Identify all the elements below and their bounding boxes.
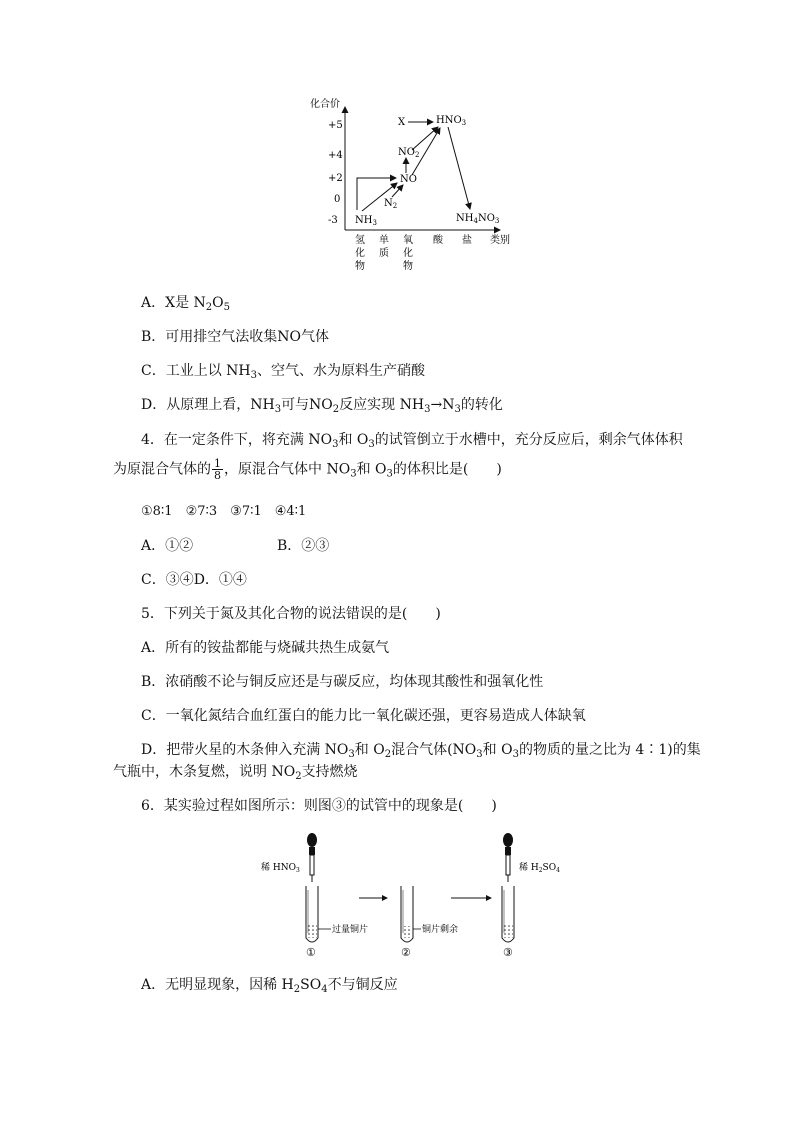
y-tick-plus5: +5 [328,120,343,131]
y-tick-minus3: -3 [328,215,338,226]
q4-choices: ①8∶1 ②7∶3 ③7∶1 ④4∶1 [141,504,307,519]
tube-number-3: ③ [503,946,513,958]
tube-number-1: ① [306,946,316,958]
node-nh3: $NH_3$ [355,215,377,227]
svg-text:物: 物 [403,261,413,272]
q3-option-b: B．可用排空气法收集NO气体 [141,329,330,345]
test-tube-1-icon [306,886,318,942]
x-tick-oxide [403,233,413,272]
x-tick-hydride [355,233,365,272]
svg-text:单: 单 [379,235,389,246]
x-tick-salt: 盐 [462,235,472,246]
x-tick-acid: 酸 [433,235,443,246]
svg-text:氧: 氧 [403,235,413,246]
q4-option-b: B．②③ [277,538,330,554]
tube-number-2: ② [401,946,411,958]
arrow-hno3-nh4no3 [448,127,470,209]
y-tick-0: 0 [334,194,341,205]
label-excess-copper: 过量铜片 [332,925,369,935]
svg-text:化: 化 [403,248,413,259]
x-axis-label: 类别 [490,235,510,246]
node-hno3: $HNO_3$ [436,115,467,127]
q4-stem-line2: 为原混合气体的 $\frac{1}{8}$ ，原混合气体中 $NO_3$和 $O_3$的体积比是( ) [113,457,502,482]
y-tick-plus2: +2 [328,173,343,184]
nitrogen-valence-diagram [300,95,530,280]
arrow-n2-no [392,185,403,197]
node-nh4no3: $NH_4NO_3$ [456,213,500,225]
q4-option-a: A．①② [141,538,194,554]
dropper-1-icon [307,833,317,882]
q5-option-b: B．浓硝酸不论与铜反应还是与碳反应，均体现其酸性和强氧化性 [141,674,544,690]
reagent-h2so4-label: 稀 $H_2SO_4$ [519,863,560,874]
node-no2: $NO_2$ [398,147,420,159]
q5-option-d-line2: 气瓶中，木条复燃，说明 $NO_2$支持燃烧 [113,764,358,782]
svg-text:化: 化 [355,248,365,259]
test-tube-2-icon [401,886,413,942]
q3-option-c: C．工业上以 $NH_3$、空气、水为原料生产硝酸 [141,363,425,381]
q3-option-d: D．从原理上看，$NH_3$可与$NO_2$反应实现 $NH_3\to N_3$的转化 [141,397,503,415]
q4-option-cd: C．③④D．①④ [141,572,247,588]
experiment-figure [255,828,565,958]
x-tick-element [379,233,389,259]
node-x: X [398,117,406,128]
q6-option-a: A．无明显现象，因稀 $H_2SO_4$不与铜反应 [141,977,398,995]
fraction-one-eighth: $\frac{1}{8}$ [214,457,221,482]
q5-stem: 5．下列关于氮及其化合物的说法错误的是( ) [141,606,441,622]
reagent-hno3-label: 稀 $HNO_3$ [261,863,300,874]
svg-text:氢: 氢 [355,235,365,246]
q5-option-d-line1: D．把带火星的木条伸入充满 $NO_3$和 $O_2$混合气体($NO_3$和 $O_3$的物质的量之比为 4∶1)的集 [141,742,701,760]
svg-text:物: 物 [355,261,365,272]
node-n2: $N_2$ [384,198,398,210]
node-no: NO [400,174,417,185]
q5-option-a: A．所有的铵盐都能与烧碱共热生成氨气 [141,640,390,656]
y-axis-label: 化合价 [310,99,340,110]
q4-stem-line1: 4．在一定条件下，将充满 $NO_3$和 $O_3$的试管倒立于水槽中，充分反应后，剩余气体体积 [141,432,683,450]
q5-option-c: C．一氧化氮结合血红蛋白的能力比一氧化碳还强，更容易造成人体缺氧 [141,708,586,724]
label-copper-remaining: 铜片剩余 [422,925,459,935]
dropper-2-icon [503,833,513,882]
q6-stem: 6．某实验过程如图所示：则图③的试管中的现象是( ) [141,798,497,814]
q3-option-a: A．X是 $N_2O_5$ [141,295,231,313]
svg-text:质: 质 [379,248,389,259]
y-tick-plus4: +4 [328,150,343,161]
test-tube-3-icon [502,886,514,942]
